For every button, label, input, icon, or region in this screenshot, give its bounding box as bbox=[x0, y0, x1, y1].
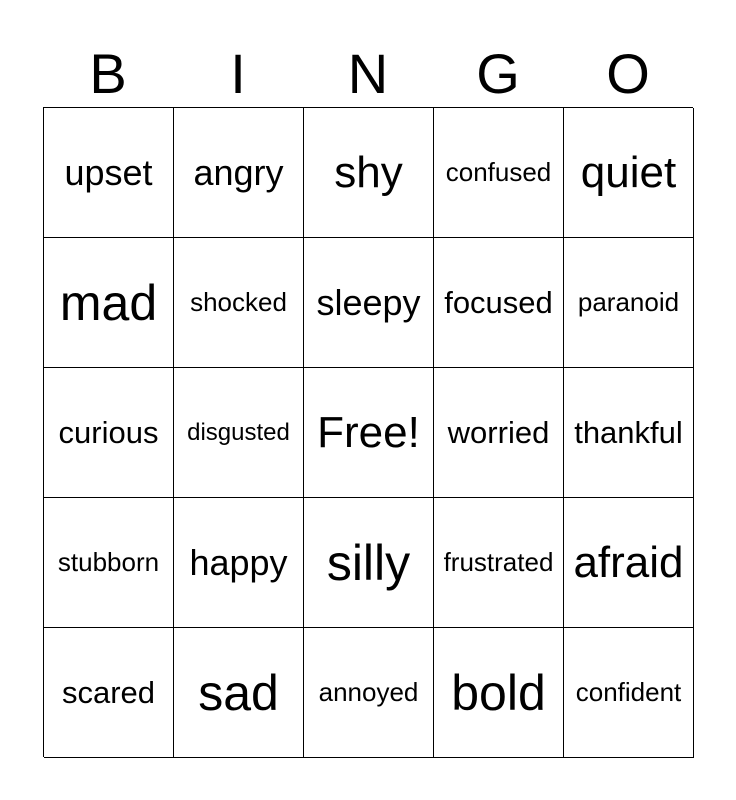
header-letter-g: G bbox=[476, 42, 520, 105]
bingo-cell-r2-c1[interactable]: mad bbox=[44, 238, 174, 368]
bingo-cell-r3-c4[interactable]: worried bbox=[434, 368, 564, 498]
bingo-cell-r2-c5[interactable]: paranoid bbox=[564, 238, 694, 368]
header-letter-b: B bbox=[89, 42, 127, 105]
bingo-cell-r4-c4[interactable]: frustrated bbox=[434, 498, 564, 628]
bingo-cell-r1-c1[interactable]: upset bbox=[44, 108, 174, 238]
bingo-cell-r1-c3[interactable]: shy bbox=[304, 108, 434, 238]
header-letter-n: N bbox=[347, 42, 389, 105]
bingo-cell-r3-c1[interactable]: curious bbox=[44, 368, 174, 498]
bingo-cell-r3-c2[interactable]: disgusted bbox=[174, 368, 304, 498]
header-letter-i: I bbox=[230, 42, 246, 105]
bingo-cell-r5-c1[interactable]: scared bbox=[44, 628, 174, 758]
bingo-cell-r5-c5[interactable]: confident bbox=[564, 628, 694, 758]
bingo-board bbox=[43, 107, 693, 757]
bingo-cell-r2-c3[interactable]: sleepy bbox=[304, 238, 434, 368]
bingo-header bbox=[43, 40, 693, 108]
bingo-cell-r1-c2[interactable]: angry bbox=[174, 108, 304, 238]
bingo-cell-r2-c2[interactable]: shocked bbox=[174, 238, 304, 368]
bingo-cell-r2-c4[interactable]: focused bbox=[434, 238, 564, 368]
header-letter-o: O bbox=[606, 42, 650, 105]
bingo-cell-r1-c4[interactable]: confused bbox=[434, 108, 564, 238]
bingo-cell-r3-c5[interactable]: thankful bbox=[564, 368, 694, 498]
bingo-cell-free[interactable]: Free! bbox=[304, 368, 434, 498]
bingo-cell-r4-c5[interactable]: afraid bbox=[564, 498, 694, 628]
bingo-cell-r4-c2[interactable]: happy bbox=[174, 498, 304, 628]
bingo-cell-r1-c5[interactable]: quiet bbox=[564, 108, 694, 238]
bingo-cell-r4-c3[interactable]: silly bbox=[304, 498, 434, 628]
bingo-cell-r4-c1[interactable]: stubborn bbox=[44, 498, 174, 628]
bingo-cell-r5-c4[interactable]: bold bbox=[434, 628, 564, 758]
bingo-cell-r5-c2[interactable]: sad bbox=[174, 628, 304, 758]
bingo-cell-r5-c3[interactable]: annoyed bbox=[304, 628, 434, 758]
